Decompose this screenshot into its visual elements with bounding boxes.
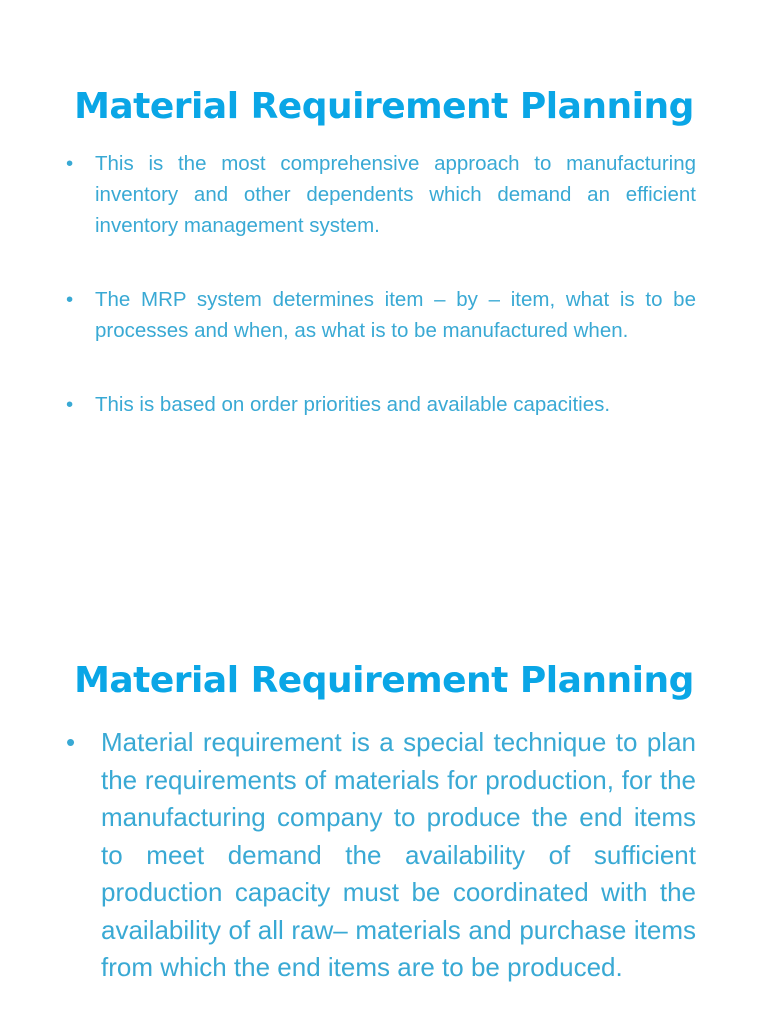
slide-title: Material Requirement Planning [74, 86, 694, 127]
bullet-item [66, 148, 696, 241]
bullet-text: This is based on order priorities and available capacities. [95, 393, 611, 416]
slide-2 [0, 512, 768, 1024]
bullet-text: The MRP system determines item – by – item, what is to be processes and when, as what is to be manufactured when. [95, 288, 696, 342]
bullet-list [66, 724, 696, 987]
bullet-icon: • [66, 152, 74, 175]
bullet-item [66, 724, 696, 987]
bullet-icon: • [66, 727, 76, 757]
bullet-text: Material requirement is a special technique to plan the requirements of materials for production, for the manufacturing company to produce the end items to meet demand the availability of sufficient production capacity must be coordinated with the availability of all raw– materials and purchase items from which the end items are to be produced. [101, 727, 696, 982]
bullet-list [66, 148, 696, 463]
bullet-icon: • [66, 393, 74, 416]
bullet-item [66, 389, 696, 420]
bullet-item [66, 284, 696, 346]
bullet-text: This is the most comprehensive approach to manufacturing inventory and other dependents which demand an efficient inventory management system. [95, 152, 696, 237]
slide-title: Material Requirement Planning [74, 660, 694, 701]
bullet-icon: • [66, 288, 74, 311]
